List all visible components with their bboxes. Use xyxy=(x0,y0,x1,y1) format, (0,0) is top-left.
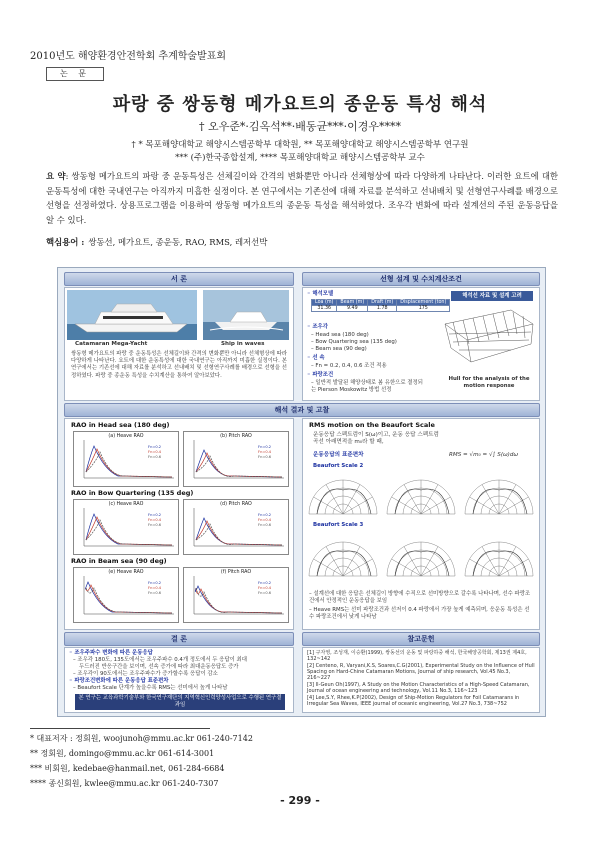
design-panel xyxy=(302,287,540,401)
reference-item: [3] Il-Geun Oh(1997), A Study on the Motion Characteristics of a High-Speed Catamaran, Journal of ocean engineering and technology, Vol.11 No.3, 116~123 xyxy=(307,682,530,695)
article-type-tag: 논 문 xyxy=(46,67,104,81)
beaufort-scale-2-label: Beaufort Scale 2 xyxy=(313,463,364,469)
polar-contour xyxy=(317,489,371,514)
rms-note-2: – Heave RMS는 선미 파랑조건과 선저이 0.4 파랑에서 가장 높게 예측되며, 응운동 특성은 선수 파랑조건에서 낮게 나타남 xyxy=(309,607,530,621)
rms-note-1: – 설계선에 대한 응답은 선체길이 방향에 수직으로 선미방향으로 갈수록 나타나며, 선수 파랑조건에서 안정적인 운동응답을 보임 xyxy=(309,591,531,605)
reference-item: [4] Lee,S.Y, Rhee,K.P(2002), Design of Ship-Motion Regulators for Foil Catamarans in Irregular Sea Waves, IEEE journal of oceanic engineering, Vol.27 No.3, 738~752 xyxy=(307,695,520,708)
table-cell: 1.78 xyxy=(368,306,397,312)
polar-spoke xyxy=(421,497,450,514)
conclusion-item: – Beaufort Scale 단계가 높을수록 RMS는 선미에서 높게 나타남 xyxy=(73,685,228,691)
table-header: Displacement (ton) xyxy=(397,300,450,306)
rao-plot xyxy=(183,431,289,487)
footnote: ** 정회원, domingo@mmu.ac.kr 061-614-3001 xyxy=(30,749,215,758)
polar-contour xyxy=(395,551,449,576)
rao-plot xyxy=(73,499,179,555)
rao-plot-title: (f) Pitch RAO xyxy=(220,570,252,575)
reference-item: [1] 구자영, 조성재, 이승환(1999), 쌍동선의 운동 및 파랑하중 해석, 한국해양공학회, 제13권 제4호, 132~142 xyxy=(307,650,527,663)
rms-text-2: 운동응답의 표준편차 xyxy=(313,452,364,458)
rao-plot xyxy=(183,499,289,555)
footnote: *** 비회원, kedebae@hanmail.net, 061-284-6684 xyxy=(30,764,225,773)
rao-section-title: RAO in Bow Quartering (135 deg) xyxy=(71,489,194,497)
rms-panel xyxy=(302,418,540,630)
legend-entry: Fn=0.2 xyxy=(258,445,272,449)
legend-entry: Fn=0.4 xyxy=(148,450,162,454)
polar-contour xyxy=(395,489,449,514)
polar-contour xyxy=(317,551,371,576)
particulars-table xyxy=(311,299,450,312)
results-header: 해석 결과 및 고찰 xyxy=(64,403,540,417)
page-number: - 299 - xyxy=(280,794,320,807)
footnote: **** 종신회원, kwlee@mmu.ac.kr 061-240-7307 xyxy=(30,779,219,788)
heading-item: – Bow Quartering sea (135 deg) xyxy=(311,339,397,345)
table-cell: 31.36 xyxy=(312,306,337,312)
rms-text-1: 운동응답 스펙트럼이 S(ω)이고, 운동 응답 스펙트럼 곡선 아래면적을 m₀라 할 때, xyxy=(313,432,439,446)
rao-plot-title: (a) Heave RAO xyxy=(108,434,144,439)
references-panel xyxy=(302,647,540,713)
legend-entry: Fn=0.6 xyxy=(258,455,272,459)
intro-panel xyxy=(64,287,294,401)
rms-formula: RMS = √m₀ = √∫ S(ω)dω xyxy=(449,452,519,458)
polar-spoke xyxy=(470,497,499,514)
intro-header: 서 론 xyxy=(64,272,294,286)
legend-entry: Fn=0.6 xyxy=(258,523,272,527)
ship-caption-left: Catamaran Mega-Yacht xyxy=(75,341,148,347)
polar-spoke xyxy=(499,559,528,576)
legend-entry: Fn=0.2 xyxy=(148,445,162,449)
table-header: Beam (m) xyxy=(337,300,368,306)
abstract-label: 요 약 xyxy=(46,171,66,181)
rao-section-title: RAO in Beam sea (90 deg) xyxy=(71,557,167,565)
legend-entry: Fn=0.6 xyxy=(148,523,162,527)
rao-plot-title: (c) Heave RAO xyxy=(108,502,144,507)
abstract xyxy=(46,169,558,227)
table-cell: 9.49 xyxy=(337,306,368,312)
conclusion-panel xyxy=(64,647,294,713)
hull-wireframe xyxy=(441,304,537,374)
rao-plot xyxy=(183,567,289,623)
polar-spoke xyxy=(343,559,372,576)
legend-entry: Fn=0.4 xyxy=(258,586,272,590)
legend-entry: Fn=0.2 xyxy=(258,581,272,585)
particulars-title: ◦ 해석모델 xyxy=(307,291,334,297)
polar-contour xyxy=(473,489,527,514)
abstract-body: : 쌍동형 메가요트의 파랑 중 운동특성은 선체길이와 간격의 변화뿐만 아니라 선체형상에 따라 다양하게 나타난다. 이러한 요트에 대한 운동특성에 대한 국내연구는 아직까지 미흡한 실정이다. 본 연구에서는 기존선에 대해 자료를 분석하고 선내배치 및 선형연구사례를 배경으로 선형을 선정하였다. 상용프로그램을 이용하여 쌍동형 메가요트의 종운동 특성을 해석하였다. 조우각 변화에 따라 설계선의 주된 운동응답을 알 수 있다. xyxy=(46,171,558,225)
legend-entry: Fn=0.4 xyxy=(258,450,272,454)
conclusion-item: – 조우각 180도, 135도에서는 조우주파수 0.4개 정도에서 두 응답이 최대 xyxy=(73,657,247,663)
rao-section-title: RAO in Head sea (180 deg) xyxy=(71,421,170,429)
rao-panel xyxy=(64,418,294,630)
rao-series-line xyxy=(196,456,282,477)
speed-title: ◦ 선 속 xyxy=(307,355,325,361)
keywords-label: 핵심용어 : xyxy=(46,237,85,247)
polar-spoke xyxy=(343,497,372,514)
authors: † 오우준*·김옥석**·배동균***·이경우**** xyxy=(199,120,401,133)
ship-caption-right: Ship in waves xyxy=(221,341,265,347)
polar-spoke xyxy=(499,497,528,514)
legend-entry: Fn=0.2 xyxy=(148,513,162,517)
polar-spoke xyxy=(421,559,450,576)
legend-entry: Fn=0.4 xyxy=(148,586,162,590)
conclusion-item: ◦ 파랑조건변화에 따른 운동응답 표준편차 xyxy=(69,678,169,684)
table-header: Loa (m) xyxy=(312,300,337,306)
paper-title: 파랑 중 쌍동형 메가요트의 종운동 특성 해석 xyxy=(112,94,488,115)
legend-entry: Fn=0.4 xyxy=(258,518,272,522)
table-cell: 175 xyxy=(397,306,450,312)
affiliation-line-1: † * 목포해양대학교 해양시스템공학부 대학원, ** 목포해양대학교 해양시스템공학부 연구원 xyxy=(131,140,469,150)
footnote: * 대표저자 : 정회원, woojunoh@mmu.ac.kr 061-240-7142 xyxy=(30,734,253,743)
polar-spoke xyxy=(314,497,343,514)
legend-entry: Fn=0.6 xyxy=(258,591,272,595)
polar-contour xyxy=(473,551,527,576)
keywords xyxy=(46,236,267,248)
references-header: 참고문헌 xyxy=(302,632,540,646)
legend-entry: Fn=0.2 xyxy=(148,581,162,585)
poster-figure xyxy=(57,267,546,717)
spectrum-text: – 일반적 발달된 해양상태로 봄 유한으로 결정되는 Pierson Moskowitz 방법 선정 xyxy=(311,380,423,394)
design-header: 선형 설계 및 수치계산조건 xyxy=(302,272,540,286)
table-header: Draft (m) xyxy=(368,300,397,306)
polar-spoke xyxy=(470,559,499,576)
conclusion-item: ◦ 조우주파수 변화에 따른 운동응답 xyxy=(69,650,153,656)
affiliation-line-2: *** (주)한국종합설계, **** 목포해양대학교 해양시스템공학부 교수 xyxy=(175,153,425,163)
hull-caption: Hull for the analysis of the motion response xyxy=(448,376,530,390)
intro-text: 쌍동형 메가요트의 파랑 중 운동특성은 선체길이와 간격의 변화뿐만 아니라 선체형상에 따라 다양하게 나타난다. 요트에 대한 운동특성에 대한 국내연구는 아직까지 미흡한 실정이다. 본 연구에서는 기존선에 대해 자료를 분석하고 선내배치 및 선형연구사례를 배경으로 선형을 선정하였다. 파랑 중 종운동 특성을 수치계산을 통하여 알아보았다. xyxy=(71,351,287,379)
polar-spoke xyxy=(392,497,421,514)
acknowledgment: 본 연구는 교육과학기술부와 한국연구재단의 지역혁신인력양성사업으로 수행된 연구결과임 xyxy=(75,694,285,710)
conclusion-item: 두드러진 반응구간을 보이며, 선속 증가에 따라 최대운동응답도 증가 xyxy=(79,664,239,670)
rao-plot-title: (d) Pitch RAO xyxy=(220,502,252,507)
heading-title: ◦ 조우각 xyxy=(307,324,328,330)
heading-item: – Beam sea (90 deg) xyxy=(311,346,367,352)
polar-spoke xyxy=(392,559,421,576)
keywords-body: 쌍동선, 메가요트, 종운동, RAO, RMS, 레저선박 xyxy=(88,237,268,247)
rao-plot-title: (e) Heave RAO xyxy=(108,570,144,575)
spectrum-title: ◦ 파랑조건 xyxy=(307,372,334,378)
speed-text: – Fn = 0.2, 0.4, 0.6 조건 적용 xyxy=(311,363,387,369)
rms-title: RMS motion on the Beaufort Scale xyxy=(309,421,435,429)
rao-plot xyxy=(73,431,179,487)
legend-entry: Fn=0.4 xyxy=(148,518,162,522)
rao-plot xyxy=(73,567,179,623)
polar-spoke xyxy=(314,559,343,576)
footnote-rule xyxy=(30,728,210,729)
legend-entry: Fn=0.2 xyxy=(258,513,272,517)
beaufort-scale-3-label: Beaufort Scale 3 xyxy=(313,522,364,528)
conclusion-item: – 조우각이 90도에서는 조우주파수가 증가할수록 응답이 감소 xyxy=(73,671,218,677)
legend-entry: Fn=0.6 xyxy=(148,591,162,595)
hull-label: 해석선 자료 및 설계 고려 xyxy=(451,291,533,301)
heading-item: – Head sea (180 deg) xyxy=(311,332,369,338)
legend-entry: Fn=0.6 xyxy=(148,455,162,459)
conference-name: 2010년도 해양환경안전학회 추계학술발표회 xyxy=(30,51,227,62)
rao-series-line xyxy=(196,524,282,545)
rao-plot-title: (b) Pitch RAO xyxy=(220,434,252,439)
conclusion-header: 결 론 xyxy=(64,632,294,646)
reference-item: [2] Centeno, R, Varyani,K.S, Soares,C.G(2001), Experimental Study on the Influence of Hull Spacing on Hard-Chine Catamaran Motions, Journal of ship research, Vol.45 No.3, 216~227 xyxy=(307,663,535,682)
